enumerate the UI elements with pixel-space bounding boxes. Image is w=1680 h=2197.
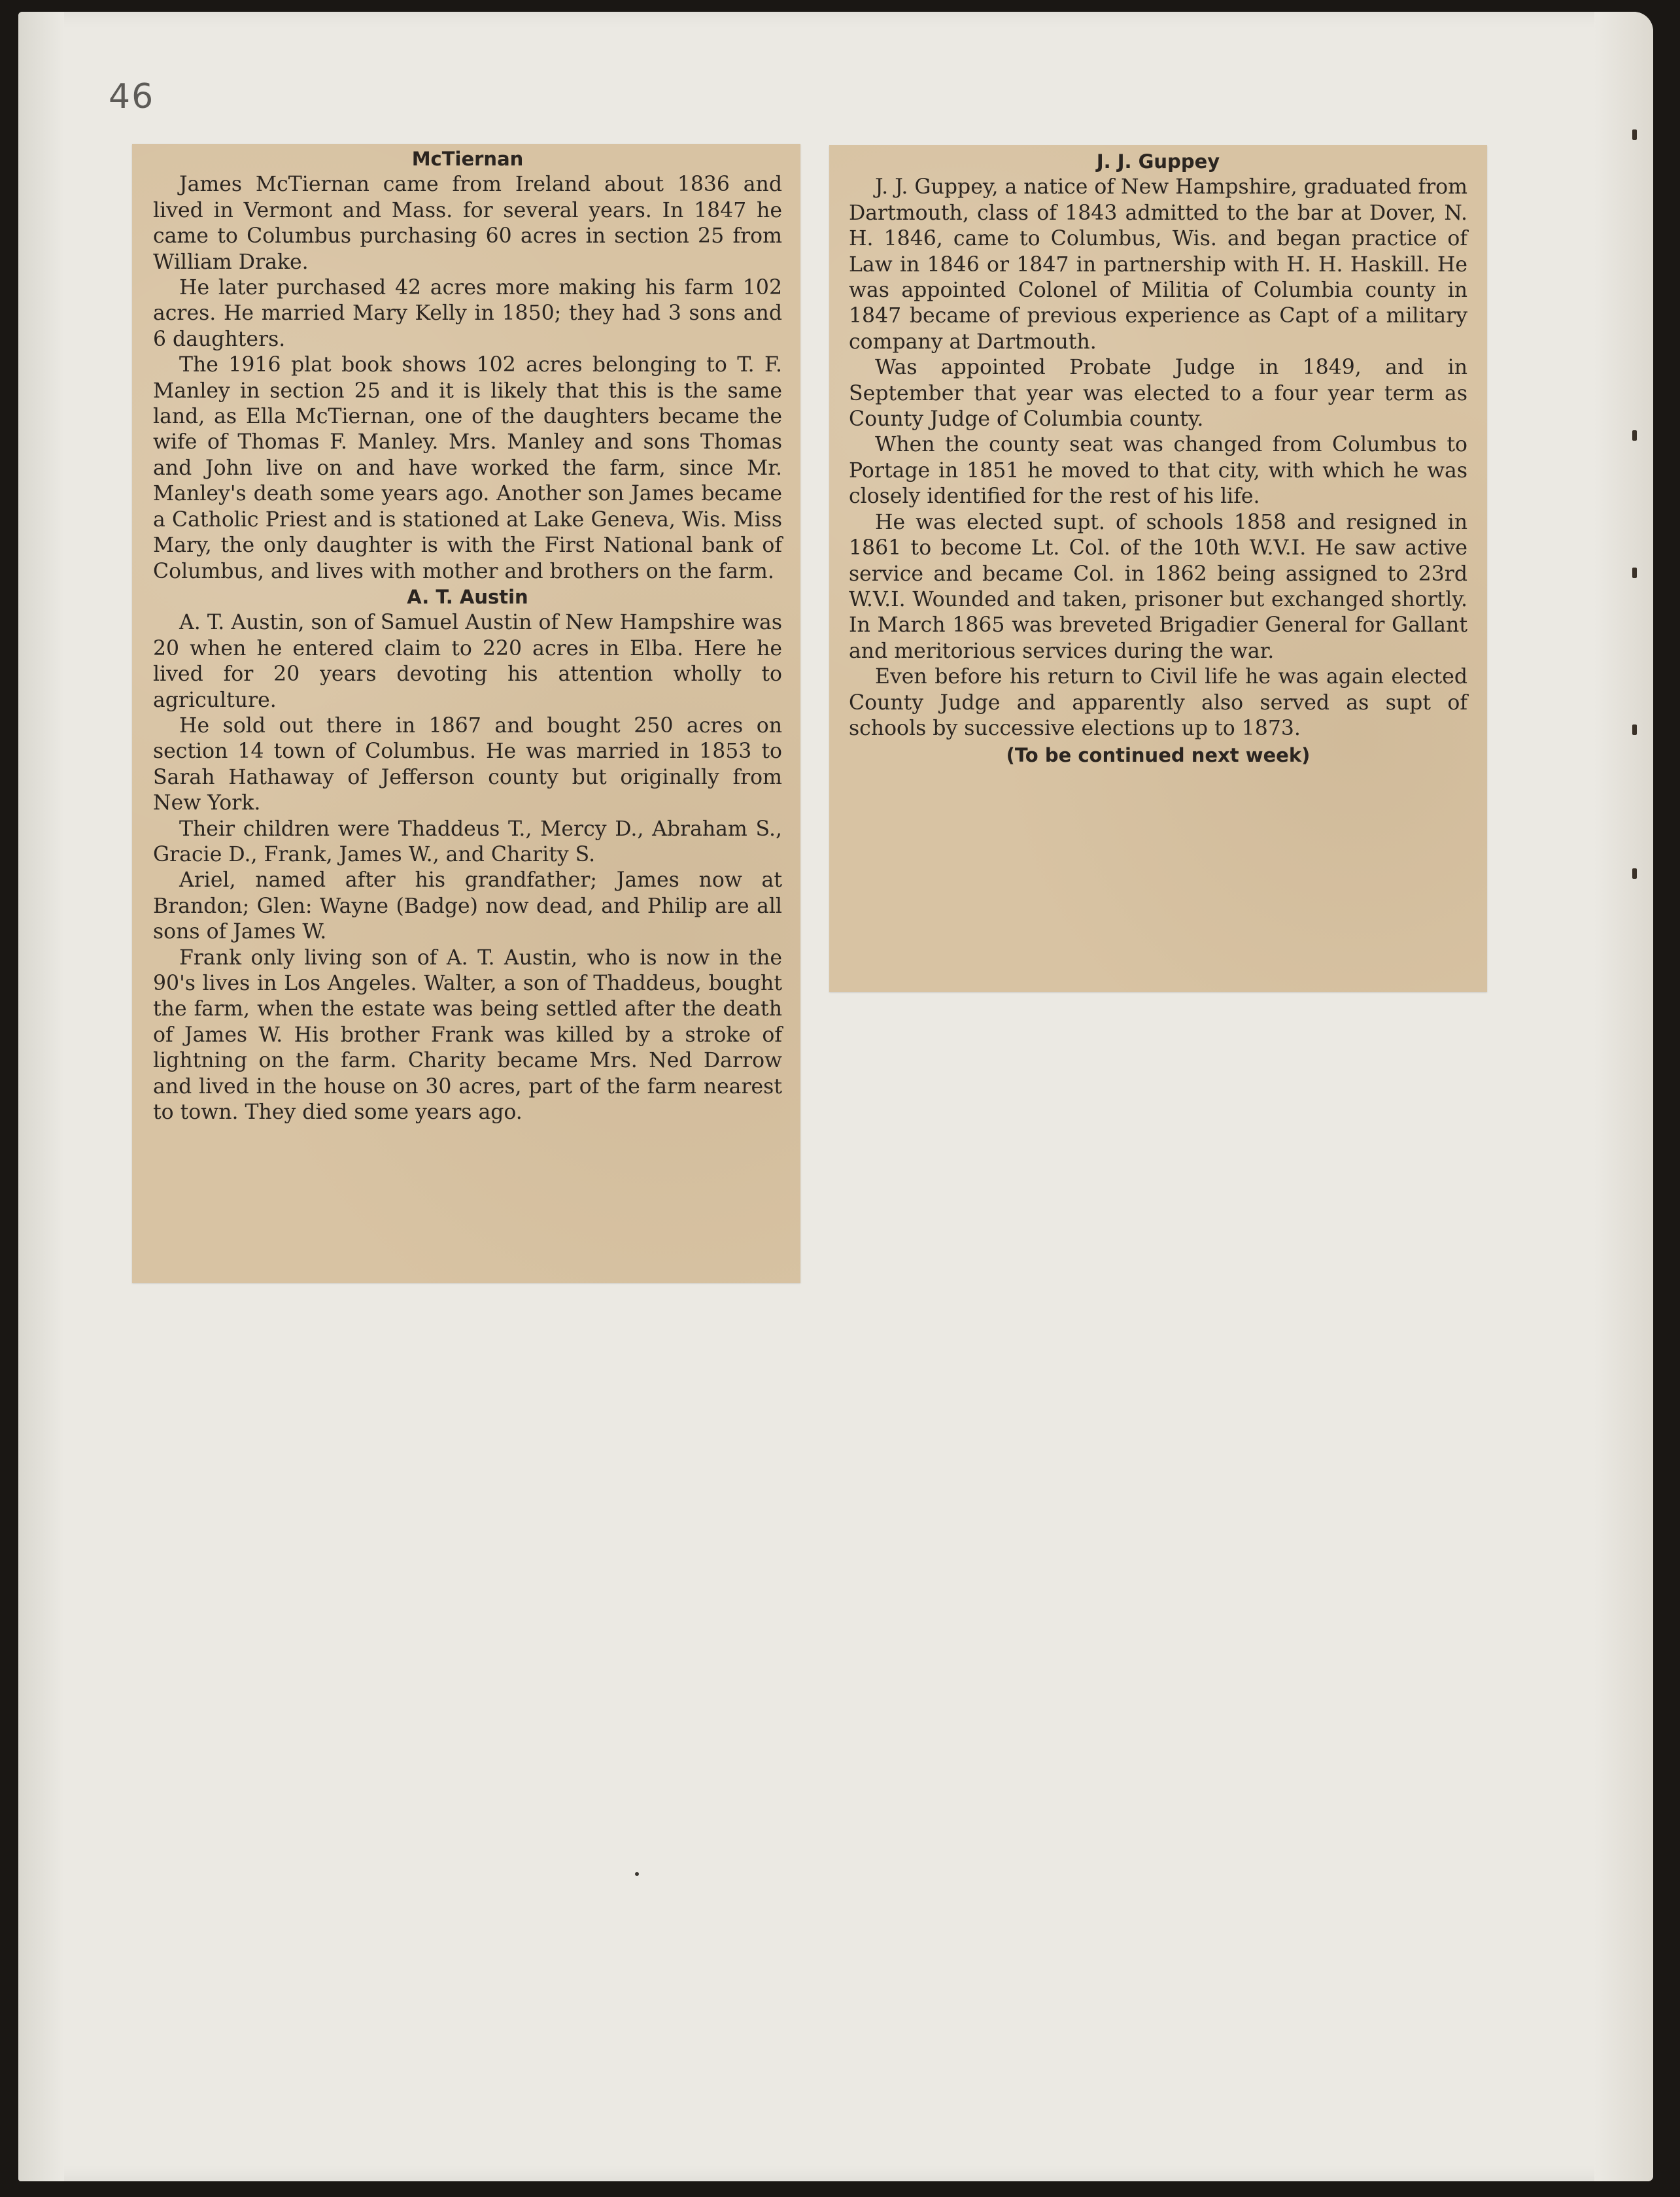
page-binding-edge bbox=[18, 12, 64, 2181]
page-edge-mark bbox=[1632, 129, 1637, 140]
page-speck bbox=[635, 1872, 639, 1876]
article-paragraph: When the county seat was changed from Columbus to Portage in 1851 he moved to that city, with which he was closely identified for the rest of his life. bbox=[849, 433, 1467, 509]
article-paragraph: Was appointed Probate Judge in 1849, and in September that year was elected to a four year term as County Judge of Columbia county. bbox=[849, 356, 1467, 432]
article-paragraph: A. T. Austin, son of Samuel Austin of New Hampshire was 20 when he entered claim to 220 acres in Elba. Here he lived for 20 years devoting his attention wholly to agriculture. bbox=[153, 611, 782, 712]
article-paragraph: Frank only living son of A. T. Austin, who is now in the 90's lives in Los Angeles. Walter, a son of Thaddeus, bought the farm, when the estate was being settled after the death of James W. His brother Frank was killed by a stroke of lightning on the farm. Charity became Mrs. Ned Darrow and lived in the house on 30 acres, part of the farm nearest to town. They died some years ago. bbox=[153, 945, 782, 1125]
page-edge-mark bbox=[1632, 724, 1637, 735]
article-paragraph: James McTiernan came from Ireland about 1836 and lived in Vermont and Mass. for several years. In 1847 he came to Columbus purchasing 60 acres in section 25 from William Drake. bbox=[153, 173, 782, 274]
clipping-right-text bbox=[849, 149, 1467, 769]
article-paragraph: He later purchased 42 acres more making his farm 102 acres. He married Mary Kelly in 1850; they had 3 sons and 6 daughters. bbox=[153, 276, 782, 351]
continued-note: (To be continued next week) bbox=[1006, 744, 1311, 767]
newspaper-clipping-left bbox=[132, 144, 800, 1283]
article-heading-guppey: J. J. Guppey bbox=[1096, 150, 1220, 173]
article-heading-austin: A. T. Austin bbox=[407, 585, 528, 608]
page-edge-mark bbox=[1632, 868, 1637, 879]
article-paragraph: Ariel, named after his grandfather; James now at Brandon; Glen: Wayne (Badge) now dead, and Philip are all sons of James W. bbox=[153, 868, 782, 944]
clipping-left-text bbox=[153, 146, 782, 1125]
article-paragraph: Their children were Thaddeus T., Mercy D., Abraham S., Gracie D., Frank, James W., and Charity S. bbox=[153, 817, 782, 866]
article-paragraph: J. J. Guppey, a natice of New Hampshire, graduated from Dartmouth, class of 1843 admitted to the bar at Dover, N. H. 1846, came to Columbus, Wis. and began practice of Law in 1846 or 1847 in partnership with H. H. Haskill. He was appointed Colonel of Militia of Columbia county in 1847 became of previous experience as Capt of a military company at Dartmouth. bbox=[849, 175, 1467, 354]
article-paragraph: He sold out there in 1867 and bought 250 acres on section 14 town of Columbus. He was married in 1853 to Sarah Hathaway of Jefferson county but originally from New York. bbox=[153, 713, 782, 815]
page-right-edge bbox=[1594, 12, 1653, 2181]
page-edge-mark bbox=[1632, 430, 1637, 441]
page-number: 46 bbox=[109, 77, 155, 116]
article-paragraph: The 1916 plat book shows 102 acres belonging to T. F. Manley in section 25 and it is likely that this is the same land, as Ella McTiernan, one of the daughters became the wife of Thomas F. Manley. Mrs. Manley and sons Thomas and John live on and have worked the farm, since Mr. Manley's death some years ago. Another son James became a Catholic Priest and is stationed at Lake Geneva, Wis. Miss Mary, the only daughter is with the First National bank of Columbus, and lives with mother and brothers on the farm. bbox=[153, 353, 782, 583]
article-paragraph: Even before his return to Civil life he was again elected County Judge and apparently also served as supt of schools by successive elections up to 1873. bbox=[849, 665, 1467, 740]
page-edge-mark bbox=[1632, 568, 1637, 578]
newspaper-clipping-right bbox=[829, 145, 1487, 992]
article-paragraph: He was elected supt. of schools 1858 and resigned in 1861 to become Lt. Col. of the 10th W.V.I. He saw active service and became Col. in 1862 being assigned to 23rd W.V.I. Wounded and taken, prisoner but exchanged shortly. In March 1865 was breveted Brigadier General for Gallant and meritorious services during the war. bbox=[849, 510, 1467, 663]
article-heading-mctiernan: McTiernan bbox=[411, 148, 524, 170]
